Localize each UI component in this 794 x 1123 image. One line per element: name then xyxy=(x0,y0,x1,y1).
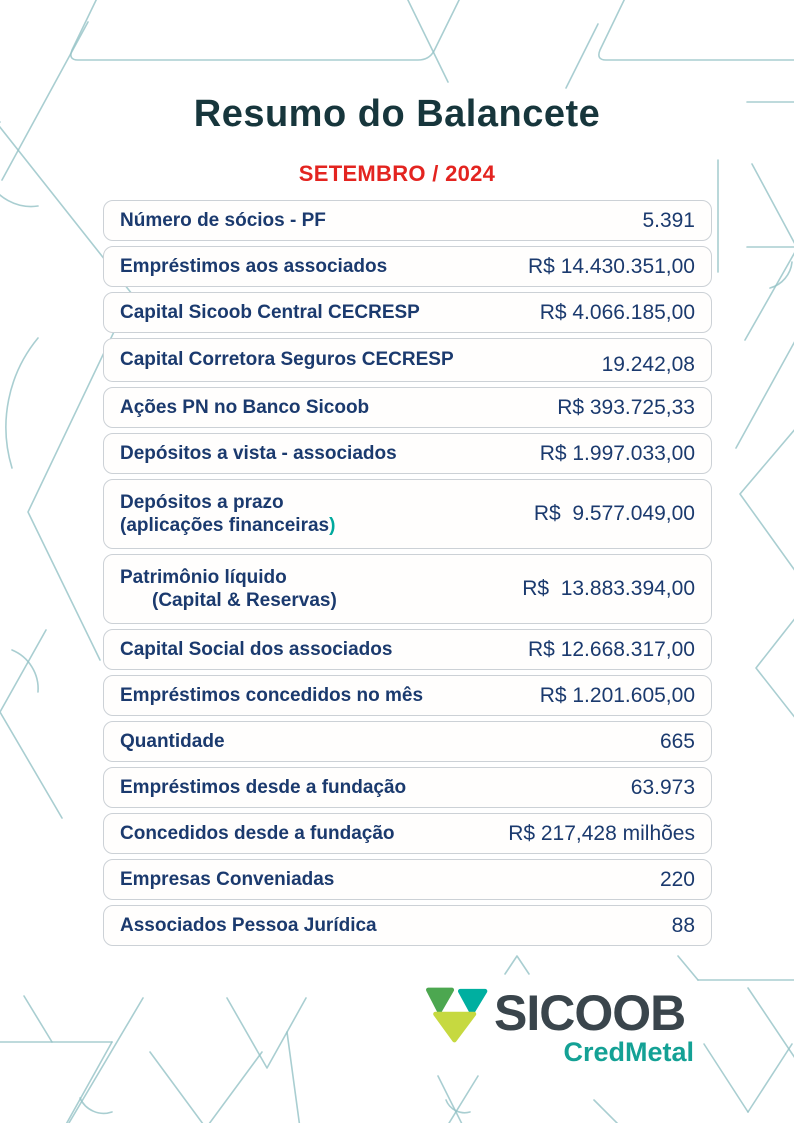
table-row xyxy=(103,387,712,428)
row-value: R$ 14.430.351,00 xyxy=(528,254,695,278)
table-row xyxy=(103,905,712,946)
brand-name: SICOOB xyxy=(494,985,686,1041)
row-label xyxy=(120,566,337,612)
sub-brand-name: CredMetal xyxy=(563,1037,694,1067)
row-label-line2: (Capital & Reservas) xyxy=(152,590,337,611)
row-label xyxy=(120,255,387,278)
row-label xyxy=(120,868,334,891)
row-value: R$ 217,428 milhões xyxy=(508,821,695,845)
row-label-text: Depósitos a vista - associados xyxy=(120,442,397,464)
row-label xyxy=(120,638,392,661)
table-row xyxy=(103,479,712,549)
row-label xyxy=(120,442,397,465)
row-label-text: Capital Sicoob Central CECRESP xyxy=(120,301,420,323)
row-label-text: Patrimônio líquido xyxy=(120,566,287,588)
row-label xyxy=(120,684,423,707)
row-value: 19.242,08 xyxy=(601,353,695,376)
logo-text xyxy=(494,980,694,1068)
table-row xyxy=(103,859,712,900)
table-row xyxy=(103,767,712,808)
row-value: R$ 13.883.394,00 xyxy=(522,577,695,600)
row-label-text: Capital Social dos associados xyxy=(120,638,393,660)
row-label xyxy=(120,491,335,537)
row-label-line2: (aplicações financeiras) xyxy=(120,515,336,536)
page-subtitle: SETEMBRO / 2024 xyxy=(298,161,496,186)
table-row xyxy=(103,433,712,474)
table-row xyxy=(103,200,712,241)
table-row xyxy=(103,721,712,762)
table-row xyxy=(103,338,712,382)
table-row xyxy=(103,813,712,854)
row-label xyxy=(120,822,395,845)
table-row xyxy=(103,246,712,287)
row-value: 63.973 xyxy=(630,775,695,799)
page-title: Resumo do Balancete xyxy=(193,93,601,135)
row-value: R$ 9.577.049,00 xyxy=(533,502,695,525)
balance-table xyxy=(103,200,712,951)
sicoob-logo xyxy=(424,980,694,1068)
row-label-text: Empréstimos concedidos no mês xyxy=(120,684,424,706)
table-row xyxy=(103,292,712,333)
table-row xyxy=(103,675,712,716)
row-label-text: Concedidos desde a fundação xyxy=(120,822,395,844)
row-label xyxy=(120,348,454,371)
row-label xyxy=(120,301,420,324)
table-row xyxy=(103,554,712,624)
row-value: 88 xyxy=(671,913,695,937)
row-label-text: Capital Corretora Seguros CECRESP xyxy=(120,349,454,371)
row-label xyxy=(120,776,406,799)
row-label-text: Depósitos a prazo xyxy=(120,491,284,513)
row-label-text: Empresas Conveniadas xyxy=(120,868,335,890)
row-label xyxy=(120,396,369,419)
row-label-text: Ações PN no Banco Sicoob xyxy=(120,396,370,418)
row-label xyxy=(120,209,326,232)
row-label xyxy=(120,914,377,937)
row-label xyxy=(120,730,225,753)
row-value: 220 xyxy=(659,867,695,891)
row-value: R$ 1.997.033,00 xyxy=(539,441,695,465)
row-label-text: Empréstimos desde a fundação xyxy=(120,776,407,798)
row-label-text: Empréstimos aos associados xyxy=(120,255,388,277)
row-label-text: Número de sócios - PF xyxy=(120,209,326,231)
row-value: R$ 4.066.185,00 xyxy=(539,300,695,324)
row-label-text: Associados Pessoa Jurídica xyxy=(120,914,377,936)
sicoob-triangle-icon xyxy=(424,984,490,1044)
row-value: R$ 12.668.317,00 xyxy=(528,637,695,661)
row-value: 665 xyxy=(659,729,695,753)
table-row xyxy=(103,629,712,670)
row-value: R$ 1.201.605,00 xyxy=(539,683,695,707)
row-value: R$ 393.725,33 xyxy=(557,395,695,419)
row-label-text: Quantidade xyxy=(120,730,225,752)
row-value: 5.391 xyxy=(642,208,695,232)
